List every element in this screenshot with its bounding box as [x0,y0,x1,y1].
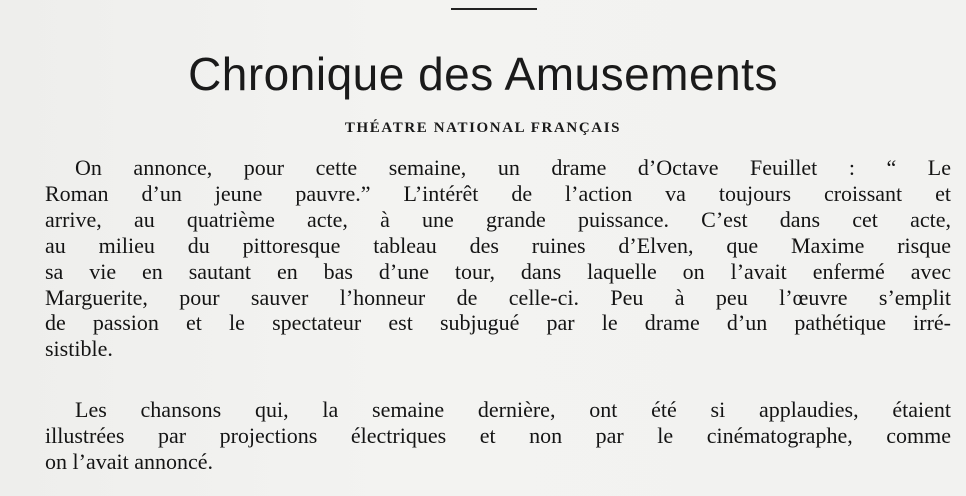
paragraph-line: sistible. [45,336,113,362]
paragraph-line: au milieu du pittoresque tableau des ruines d’Elven, que Maxime risque [45,232,951,258]
paragraph-1 [45,155,951,362]
paragraph-line: illustrées par projections électriques et non par le cinématographe, comme [45,422,951,448]
paragraph-line: Roman d’un jeune pauvre.” L’intérêt de l’action va toujours croissant et [45,180,951,206]
page-title: Chronique des Amusements [188,48,778,100]
section-subtitle: THÉATRE NATIONAL FRANÇAIS [344,120,622,136]
paragraph-2 [45,397,951,475]
paragraph-line: arrive, au quatrième acte, à une grande puissance. C’est dans cet acte, [45,206,951,232]
top-divider-rule [451,8,537,10]
paragraph-line: de passion et le spectateur est subjugué par le drame d’un pathétique irré- [45,310,951,336]
paragraph-line: sa vie en sautant en bas d’une tour, dans laquelle on l’avait enfermé avec [45,258,951,284]
paragraph-line: On annonce, pour cette semaine, un drame d’Octave Feuillet : “ Le [75,155,951,180]
paragraph-line: Marguerite, pour sauver l’honneur de celle-ci. Peu à peu l’œuvre s’emplit [45,284,951,310]
paragraph-line: on l’avait annoncé. [45,448,213,474]
paragraph-line: Les chansons qui, la semaine dernière, ont été si applaudies, étaient [75,397,951,422]
